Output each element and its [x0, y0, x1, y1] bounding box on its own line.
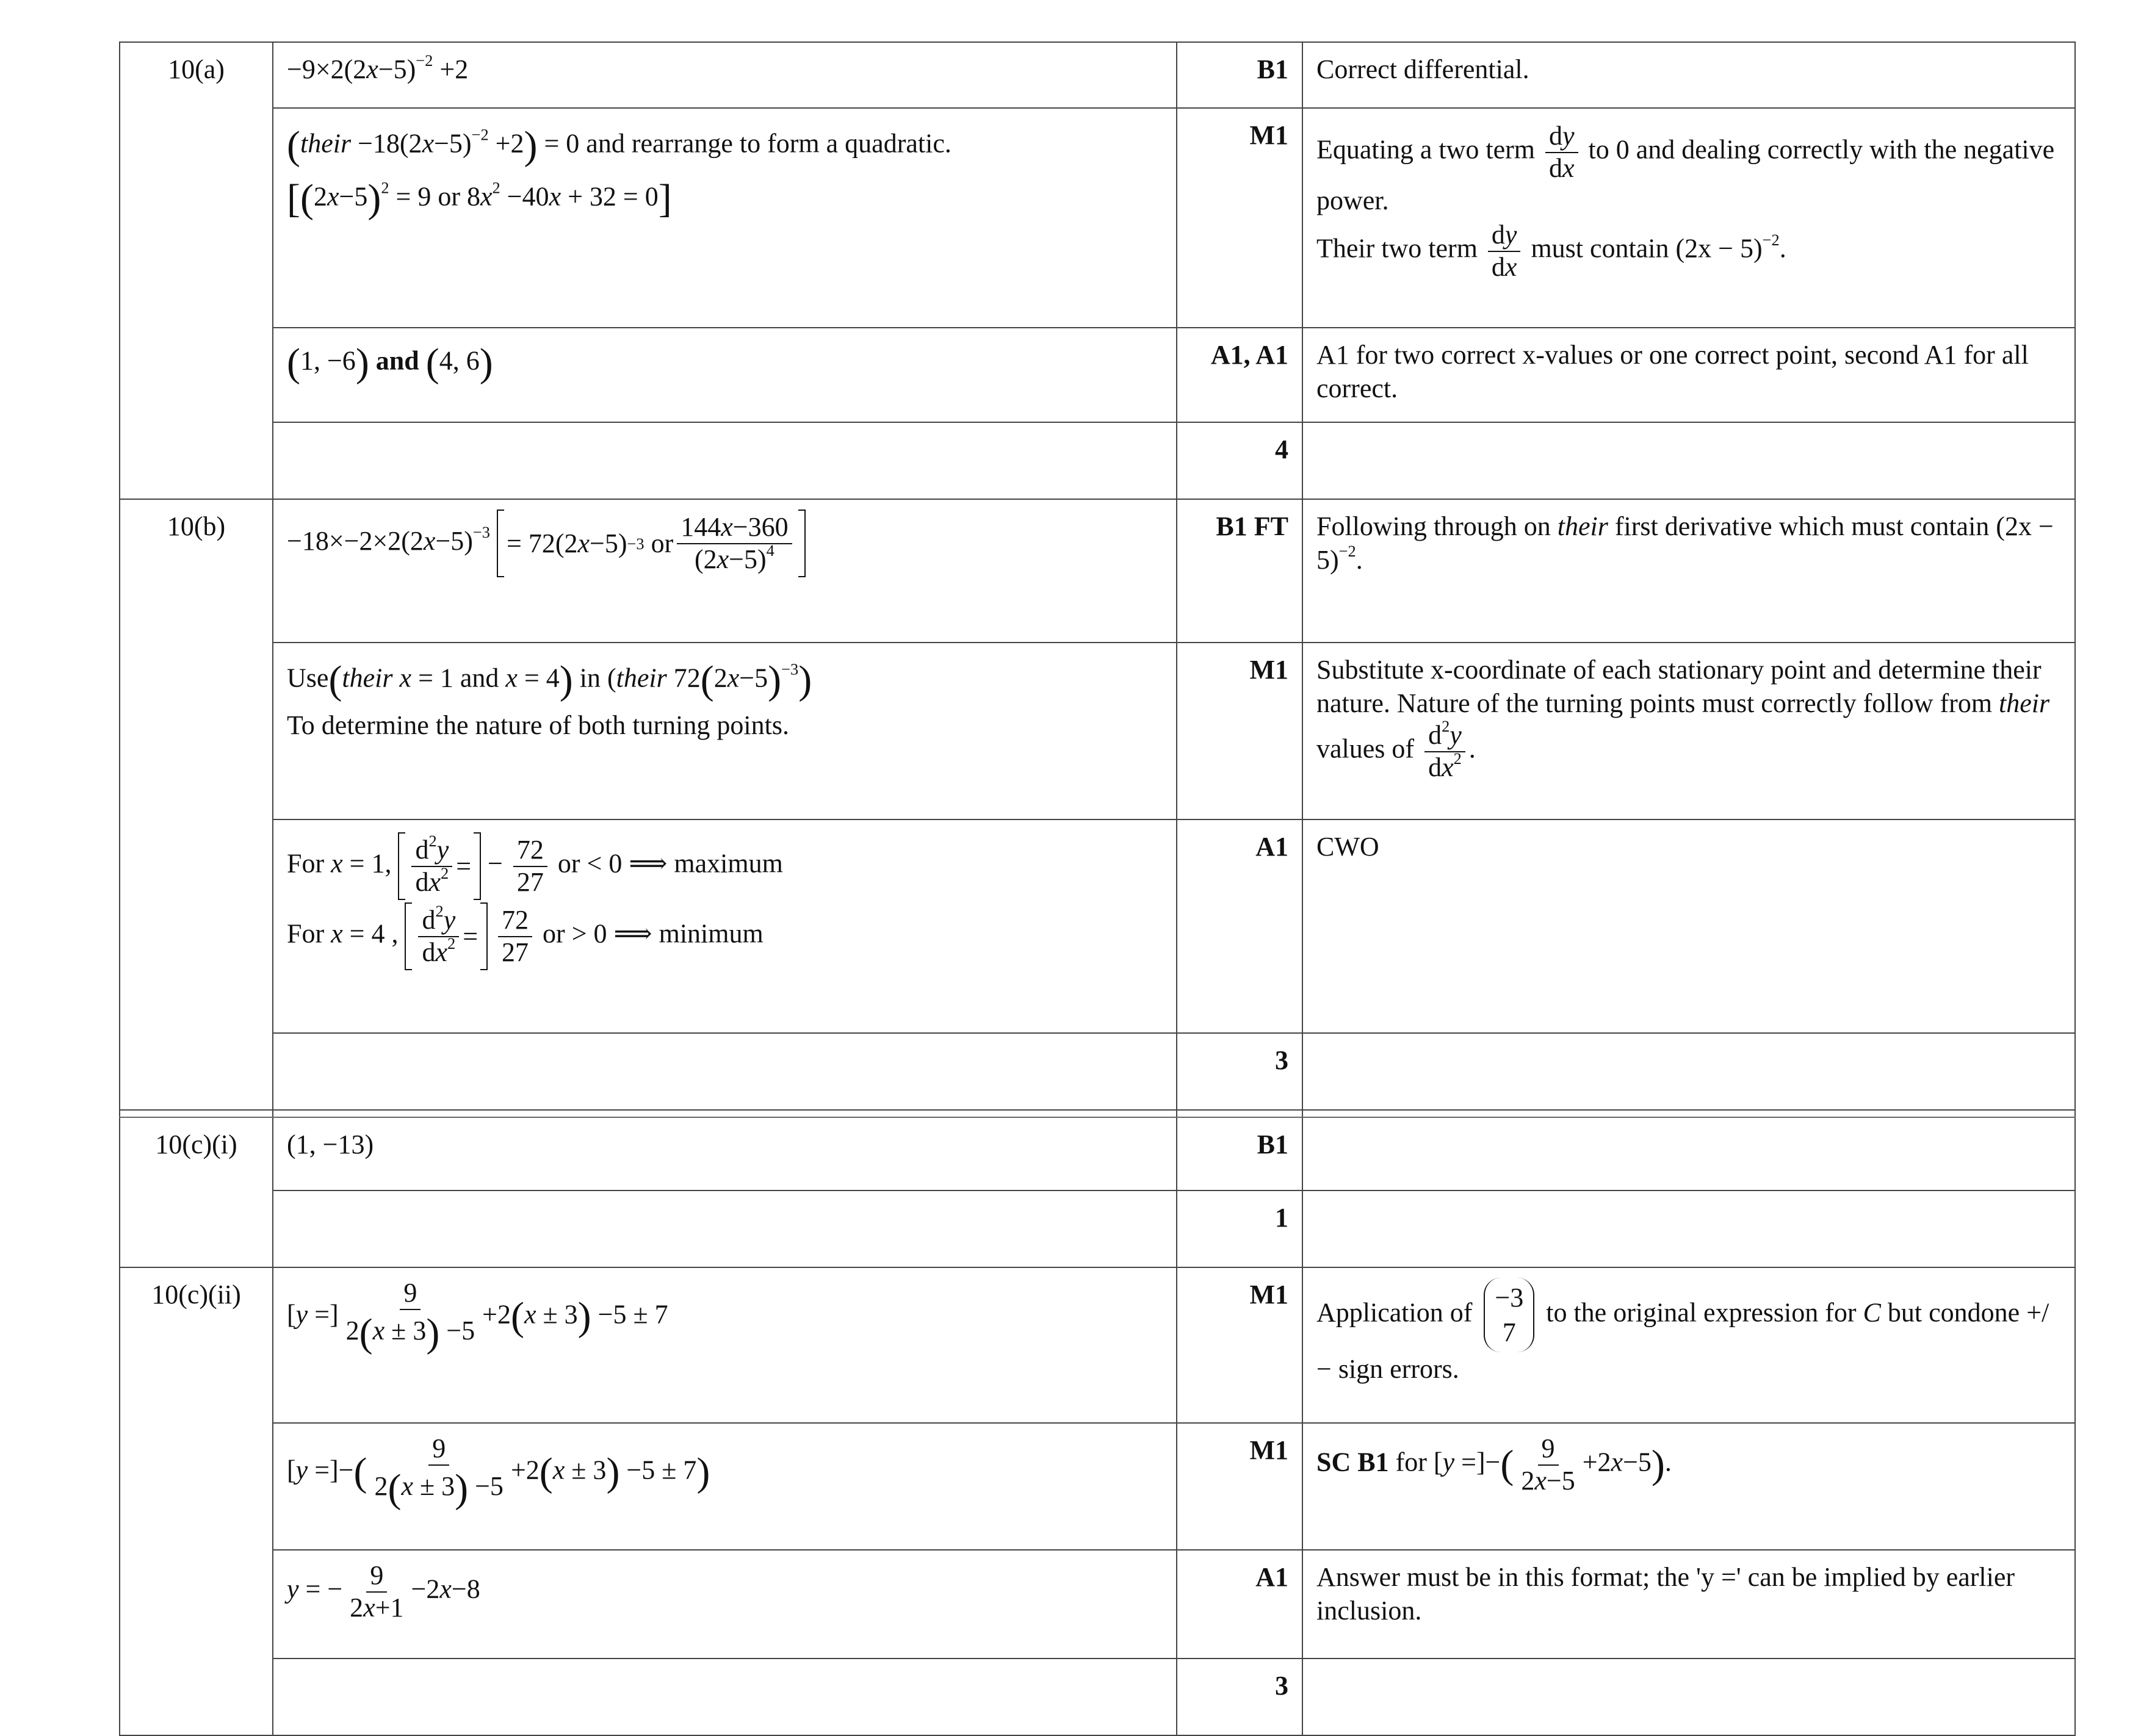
- guidance-cell: CWO: [1302, 819, 2075, 1033]
- answer-cell: (1, −6) and (4, 6): [273, 328, 1177, 422]
- mark-cell: A1: [1177, 1550, 1302, 1659]
- answer-cell: (their $-18(2x-5)^{-2} +2) = 0$ and rearrange to form a quadratic. [$(2x-5)^2 = 9$ or $8x^2 -40x + 32 = 0$]: [273, 108, 1177, 328]
- guidance-cell: Correct differential.: [1302, 42, 2075, 108]
- answer-cell: y = − $\frac{9}{2x+1}$ −2x−8: [273, 1550, 1177, 1659]
- guidance-cell: Equating a two term $\frac{dy}{dx}$ to 0 and dealing correctly with the negative power. Their two term $\frac{dy}{dx}$ must contain $(2x - 5)^{-2}$.: [1302, 108, 2075, 328]
- mark-cell: B1: [1177, 1117, 1302, 1190]
- mark-cell: A1, A1: [1177, 328, 1302, 422]
- total-marks: 1: [1177, 1190, 1302, 1267]
- guidance-cell: Answer must be in this format; the 'y =' can be implied by earlier inclusion.: [1302, 1550, 2075, 1659]
- mark-cell: M1: [1177, 108, 1302, 328]
- answer-cell: (1, −13): [273, 1117, 1177, 1190]
- mark-cell: M1: [1177, 1267, 1302, 1423]
- guidance-cell: Application of −3 7 to the original expression for C but condone +/− sign errors.: [1302, 1267, 2075, 1423]
- mark-cell: A1: [1177, 819, 1302, 1033]
- mark-cell: M1: [1177, 1423, 1302, 1550]
- total-marks: 3: [1177, 1659, 1302, 1735]
- guidance-cell: Following through on their first derivative which must contain $(2x - 5)^{-2}$.: [1302, 499, 2075, 643]
- question-label-10a: 10(a): [120, 42, 273, 108]
- total-marks: 4: [1177, 422, 1302, 499]
- mark-cell: B1: [1177, 42, 1302, 108]
- total-marks: 3: [1177, 1033, 1302, 1110]
- guidance-cell: SC B1 for [y =]−( $\frac{9}{2x-5}$ +2x−5).: [1302, 1423, 2075, 1550]
- answer-cell: [y =]−( $\frac{9}{2(x \pm 3) -5}$ +2(x ± 3) −5 ± 7): [273, 1423, 1177, 1550]
- answer-cell: Use(their x = 1 and x = 4) in (their $72(2x-5)^{-3}$) To determine the nature of both turning points.: [273, 643, 1177, 819]
- answer-cell: $-18\times-2\times 2(2x-5)^{-3} = 72(2$ x −5) −3 or $\frac{144x-360}{(2x-5)^4}$: [273, 499, 1177, 643]
- answer-cell: For x = 1, $\frac{d^2y}{dx^2}$ = − $\frac{72}{27}$ or < 0 ⟹ maximum For x = 4 , $\frac{d^2y}{dx^2}$ = $\frac{72}{27}$ or > 0 ⟹ minimum: [273, 819, 1177, 1033]
- mark-cell: M1: [1177, 643, 1302, 819]
- mark-cell: B1 FT: [1177, 499, 1302, 643]
- question-label-10b: 10(b): [120, 499, 273, 643]
- answer-cell: $-9\times 2(2x-5)^{-2} +2$: [273, 42, 1177, 108]
- question-label-10cii: 10(c)(ii): [120, 1267, 273, 1423]
- answer-cell: [y =] $\frac{9}{2(x \pm 3) -5}$ +2(x ± 3) −5 ± 7: [273, 1267, 1177, 1423]
- mark-scheme-table: [119, 41, 2055, 1736]
- question-label-10ci: 10(c)(i): [120, 1117, 273, 1190]
- guidance-cell: Substitute x-coordinate of each stationary point and determine their nature. Nature of the turning points must correctly follow from their values of $\frac{d^2y}{dx^2}$ .: [1302, 643, 2075, 819]
- guidance-cell: A1 for two correct x-values or one correct point, second A1 for all correct.: [1302, 328, 2075, 422]
